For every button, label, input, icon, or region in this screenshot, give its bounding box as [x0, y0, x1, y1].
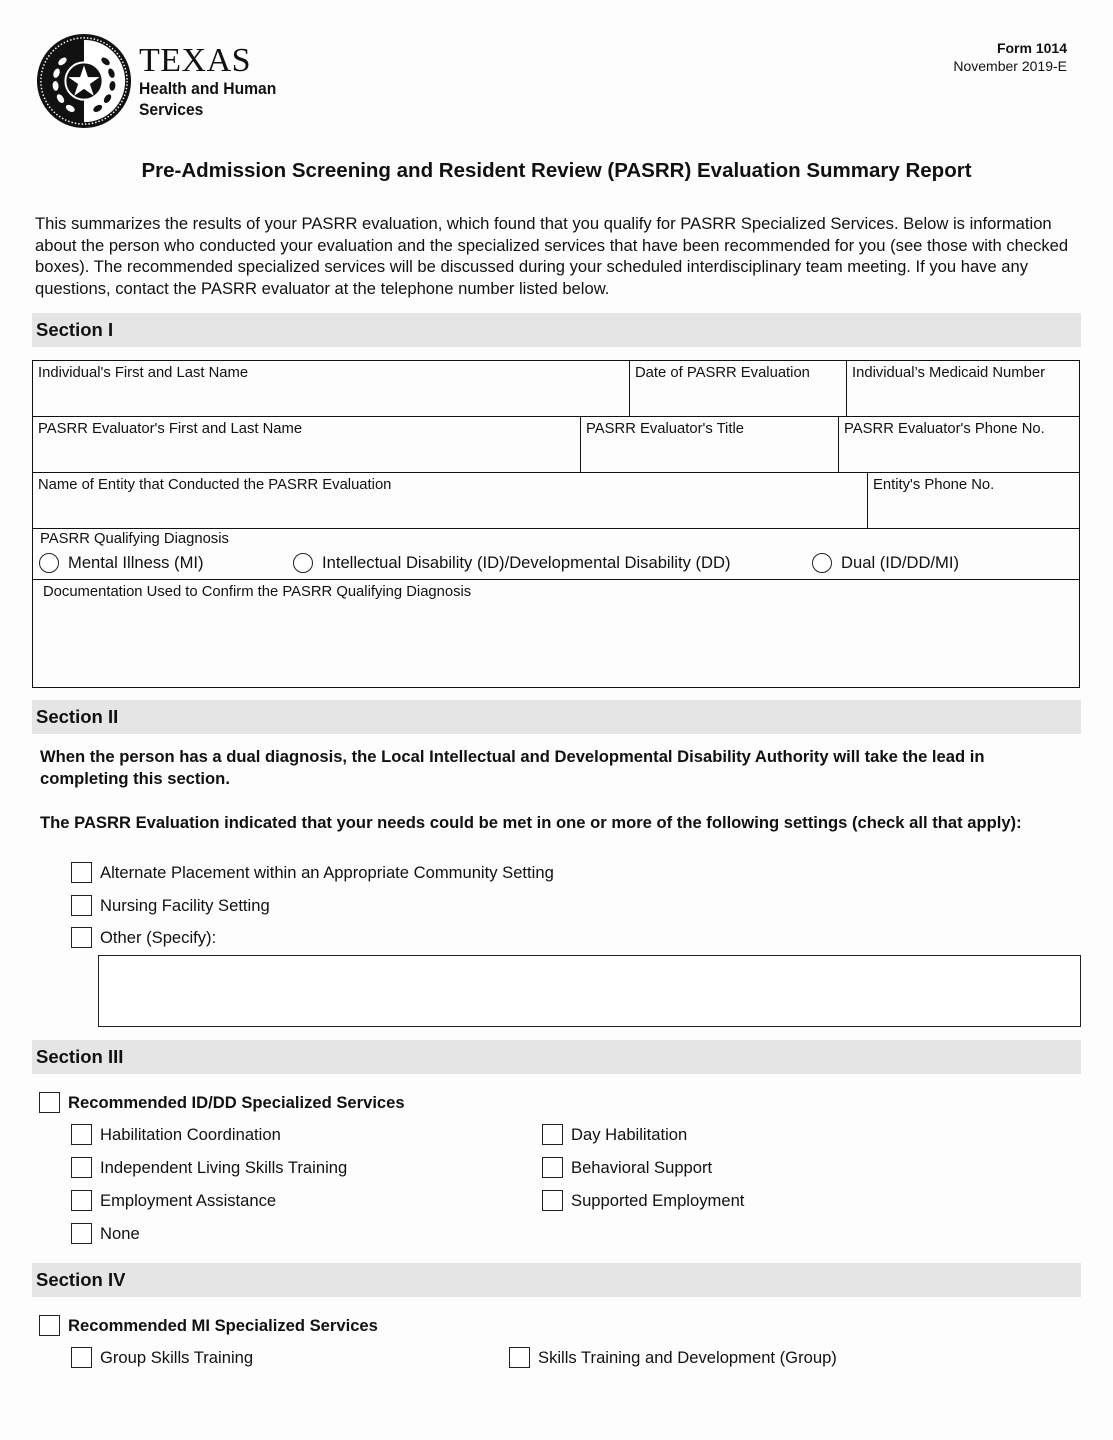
section-1-header: [32, 313, 1081, 347]
checkbox-habilitation-coordination[interactable]: [71, 1124, 281, 1145]
documentation-label: Documentation Used to Confirm the PASRR Qualifying Diagnosis: [43, 584, 472, 600]
section-4-title: Section IV: [36, 1269, 126, 1290]
checkbox-icon[interactable]: [71, 927, 92, 948]
evaluator-phone-field[interactable]: [839, 417, 1079, 472]
individual-name-label: Individual's First and Last Name: [38, 365, 249, 381]
checkbox-nursing-facility[interactable]: [71, 895, 270, 916]
form-date: November 2019-E: [953, 58, 1067, 74]
checkbox-day-habilitation[interactable]: [542, 1124, 687, 1145]
checkbox-icon[interactable]: [542, 1190, 563, 1211]
checkbox-label: Behavioral Support: [571, 1157, 713, 1177]
checkbox-label: Recommended MI Specialized Services: [68, 1315, 378, 1335]
radio-mental-illness[interactable]: [39, 553, 204, 573]
evaluator-name-field[interactable]: [33, 417, 581, 472]
checkbox-label: Habilitation Coordination: [100, 1124, 281, 1144]
individual-name-field[interactable]: [33, 361, 630, 416]
form-meta: [953, 39, 1067, 75]
checkbox-independent-living[interactable]: [71, 1157, 347, 1178]
checkbox-none[interactable]: [71, 1223, 140, 1244]
checkbox-employment-assistance[interactable]: [71, 1190, 276, 1211]
checkbox-other[interactable]: [71, 927, 216, 948]
evaluator-name-label: PASRR Evaluator's First and Last Name: [38, 421, 303, 437]
evaluator-title-field[interactable]: [581, 417, 839, 472]
medicaid-number-label: Individual’s Medicaid Number: [852, 365, 1046, 381]
checkbox-label: Supported Employment: [571, 1190, 745, 1210]
checkbox-icon[interactable]: [71, 895, 92, 916]
logo-subtitle-line2: Services: [139, 100, 204, 119]
diagnosis-radio-group: [39, 553, 1079, 577]
section-2-title: Section II: [36, 706, 119, 727]
page-title: Pre-Admission Screening and Resident Review (PASRR) Evaluation Summary Report: [141, 159, 972, 182]
checkbox-icon[interactable]: [71, 862, 92, 883]
checkbox-label: Skills Training and Development (Group): [538, 1347, 837, 1367]
radio-circle-icon[interactable]: [812, 553, 832, 573]
evaluator-phone-label: PASRR Evaluator's Phone No.: [844, 421, 1045, 437]
checkbox-icon[interactable]: [71, 1223, 92, 1244]
form-number: Form 1014: [996, 40, 1067, 56]
medicaid-number-field[interactable]: [847, 361, 1079, 416]
checkbox-label: None: [100, 1223, 140, 1243]
checkbox-icon[interactable]: [71, 1157, 92, 1178]
entity-name-label: Name of Entity that Conducted the PASRR Evaluation: [38, 477, 392, 493]
section-2-header: [32, 700, 1081, 734]
checkbox-label: Nursing Facility Setting: [100, 895, 270, 915]
section-4-header: [32, 1263, 1081, 1297]
checkbox-recommended-mi[interactable]: [39, 1315, 378, 1336]
intro-paragraph: This summarizes the results of your PASRR evaluation, which found that you qualify for PASRR Specialized Services. Below is information about the person who conducted your evaluation and the specialized services that have been recommended for you (see those with checked boxes). The recommended specialized services will be discussed during your scheduled interdisciplinary team meeting. If you have any questions, contact the PASRR evaluator at the telephone number listed below.: [35, 214, 1069, 299]
radio-label: Dual (ID/DD/MI): [841, 553, 960, 572]
checkbox-label: Recommended ID/DD Specialized Services: [68, 1092, 405, 1112]
radio-label: Intellectual Disability (ID)/Developmental Disability (DD): [322, 553, 731, 572]
checkbox-icon[interactable]: [71, 1347, 92, 1368]
radio-label: Mental Illness (MI): [68, 553, 204, 572]
section-1-table: [32, 360, 1080, 688]
checkbox-label: Other (Specify):: [100, 927, 217, 947]
hhs-logo: [35, 32, 295, 132]
checkbox-label: Employment Assistance: [100, 1190, 277, 1210]
checkbox-icon[interactable]: [39, 1315, 60, 1336]
section-2-prompt: The PASRR Evaluation indicated that your needs could be met in one or more of the following settings (check all that apply):: [40, 813, 1022, 832]
radio-circle-icon[interactable]: [39, 553, 59, 573]
other-specify-input[interactable]: [98, 955, 1081, 1027]
radio-intellectual-disability[interactable]: [293, 553, 731, 573]
checkbox-group-skills-training[interactable]: [71, 1347, 253, 1368]
radio-dual[interactable]: [812, 553, 959, 573]
entity-phone-field[interactable]: [868, 473, 1079, 528]
evaluator-title-label: PASRR Evaluator's Title: [586, 421, 744, 437]
section-1-title: Section I: [36, 319, 114, 340]
section-3-header: [32, 1040, 1081, 1074]
checkbox-label: Independent Living Skills Training: [100, 1157, 348, 1177]
diagnosis-group: [33, 529, 1079, 579]
section-3-title: Section III: [36, 1046, 124, 1067]
entity-phone-label: Entity's Phone No.: [873, 477, 995, 493]
radio-circle-icon[interactable]: [293, 553, 313, 573]
diagnosis-label: PASRR Qualifying Diagnosis: [40, 531, 229, 547]
evaluation-date-field[interactable]: [630, 361, 847, 416]
checkbox-icon[interactable]: [542, 1157, 563, 1178]
checkbox-icon[interactable]: [542, 1124, 563, 1145]
evaluation-date-label: Date of PASRR Evaluation: [635, 365, 810, 381]
checkbox-icon[interactable]: [71, 1124, 92, 1145]
checkbox-label: Alternate Placement within an Appropriate Community Setting: [100, 862, 554, 882]
logo-subtitle-line1: Health and Human: [139, 79, 277, 98]
logo-texas-text: TEXAS: [139, 42, 252, 79]
checkbox-recommended-iddd[interactable]: [39, 1092, 405, 1113]
entity-name-field[interactable]: [33, 473, 868, 528]
checkbox-behavioral-support[interactable]: [542, 1157, 712, 1178]
checkbox-icon[interactable]: [39, 1092, 60, 1113]
texas-seal-icon: [35, 32, 133, 130]
checkbox-label: Day Habilitation: [571, 1124, 688, 1144]
checkbox-skills-training-development[interactable]: [509, 1347, 837, 1368]
documentation-field[interactable]: [33, 580, 1079, 686]
checkbox-supported-employment[interactable]: [542, 1190, 744, 1211]
checkbox-icon[interactable]: [509, 1347, 530, 1368]
section-2-note: When the person has a dual diagnosis, the Local Intellectual and Developmental Disability Authority will take the lead in completing this section.: [40, 747, 985, 788]
checkbox-label: Group Skills Training: [100, 1347, 254, 1367]
checkbox-alternate-placement[interactable]: [71, 862, 554, 883]
checkbox-icon[interactable]: [71, 1190, 92, 1211]
